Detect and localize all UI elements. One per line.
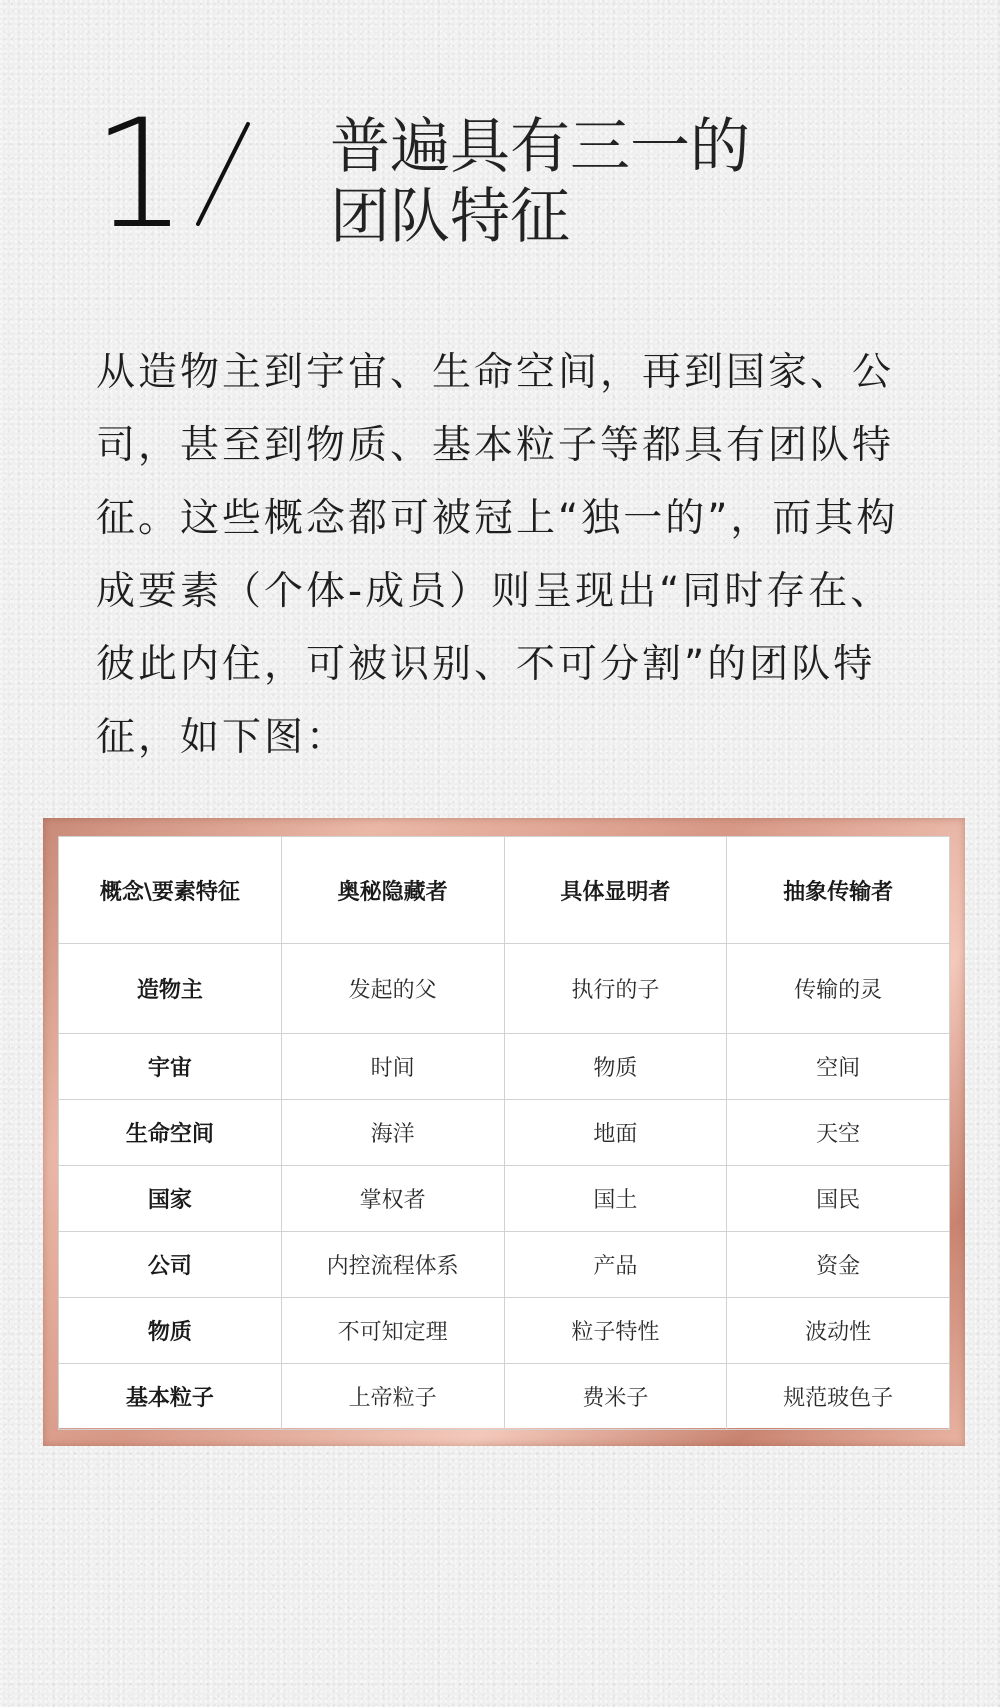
table-row xyxy=(59,1166,950,1232)
body-paragraph: 从造物主到宇宙、生命空间，再到国家、公司，甚至到物质、基本粒子等都具有团队特征。这些概念都可被冠上“独一的”，而其构成要素（个体-成员）则呈现出“同时存在、彼此内住，可被识别、不可分割”的团队特征，如下图： xyxy=(96,350,899,760)
table-cell: 执行的子 xyxy=(504,944,727,1034)
table-cell: 发起的父 xyxy=(281,944,504,1034)
table-cell: 物质 xyxy=(504,1034,727,1100)
table-cell: 空间 xyxy=(727,1034,950,1100)
header-manifest: 具体显明者 xyxy=(504,837,727,944)
table-cell: 天空 xyxy=(727,1100,950,1166)
table-cell: 海洋 xyxy=(281,1100,504,1166)
table-cell: 费米子 xyxy=(504,1364,727,1430)
table-cell: 时间 xyxy=(281,1034,504,1100)
section-title xyxy=(330,112,750,252)
section-number: 1 xyxy=(92,88,184,262)
table-cell: 地面 xyxy=(504,1100,727,1166)
row-label: 生命空间 xyxy=(59,1100,282,1166)
concept-element-table xyxy=(58,836,950,1430)
table-row xyxy=(59,944,950,1034)
slash-divider xyxy=(192,120,252,230)
row-label: 基本粒子 xyxy=(59,1364,282,1430)
table-cell: 不可知定理 xyxy=(281,1298,504,1364)
header-concept: 概念\要素特征 xyxy=(59,837,282,944)
header-hidden: 奥秘隐藏者 xyxy=(281,837,504,944)
section-title-line-1: 普遍具有三一的 xyxy=(330,112,750,182)
row-label: 国家 xyxy=(59,1166,282,1232)
table-cell: 内控流程体系 xyxy=(281,1232,504,1298)
table-row xyxy=(59,1100,950,1166)
table-cell: 传输的灵 xyxy=(727,944,950,1034)
row-label: 公司 xyxy=(59,1232,282,1298)
table-cell: 上帝粒子 xyxy=(281,1364,504,1430)
table-cell: 产品 xyxy=(504,1232,727,1298)
row-label: 宇宙 xyxy=(59,1034,282,1100)
rose-gold-frame xyxy=(43,818,965,1446)
table-cell: 波动性 xyxy=(727,1298,950,1364)
row-label: 造物主 xyxy=(59,944,282,1034)
table-cell: 规范玻色子 xyxy=(727,1364,950,1430)
table-cell: 国土 xyxy=(504,1166,727,1232)
table-panel xyxy=(58,836,950,1428)
table-cell: 粒子特性 xyxy=(504,1298,727,1364)
table-cell: 掌权者 xyxy=(281,1166,504,1232)
section-title-line-2: 团队特征 xyxy=(330,182,570,252)
table-row xyxy=(59,1034,950,1100)
table-header-row xyxy=(59,837,950,944)
table-cell: 资金 xyxy=(727,1232,950,1298)
table-row xyxy=(59,1298,950,1364)
header-transmitter: 抽象传输者 xyxy=(727,837,950,944)
table-cell: 国民 xyxy=(727,1166,950,1232)
table-row xyxy=(59,1232,950,1298)
table-row xyxy=(59,1364,950,1430)
row-label: 物质 xyxy=(59,1298,282,1364)
